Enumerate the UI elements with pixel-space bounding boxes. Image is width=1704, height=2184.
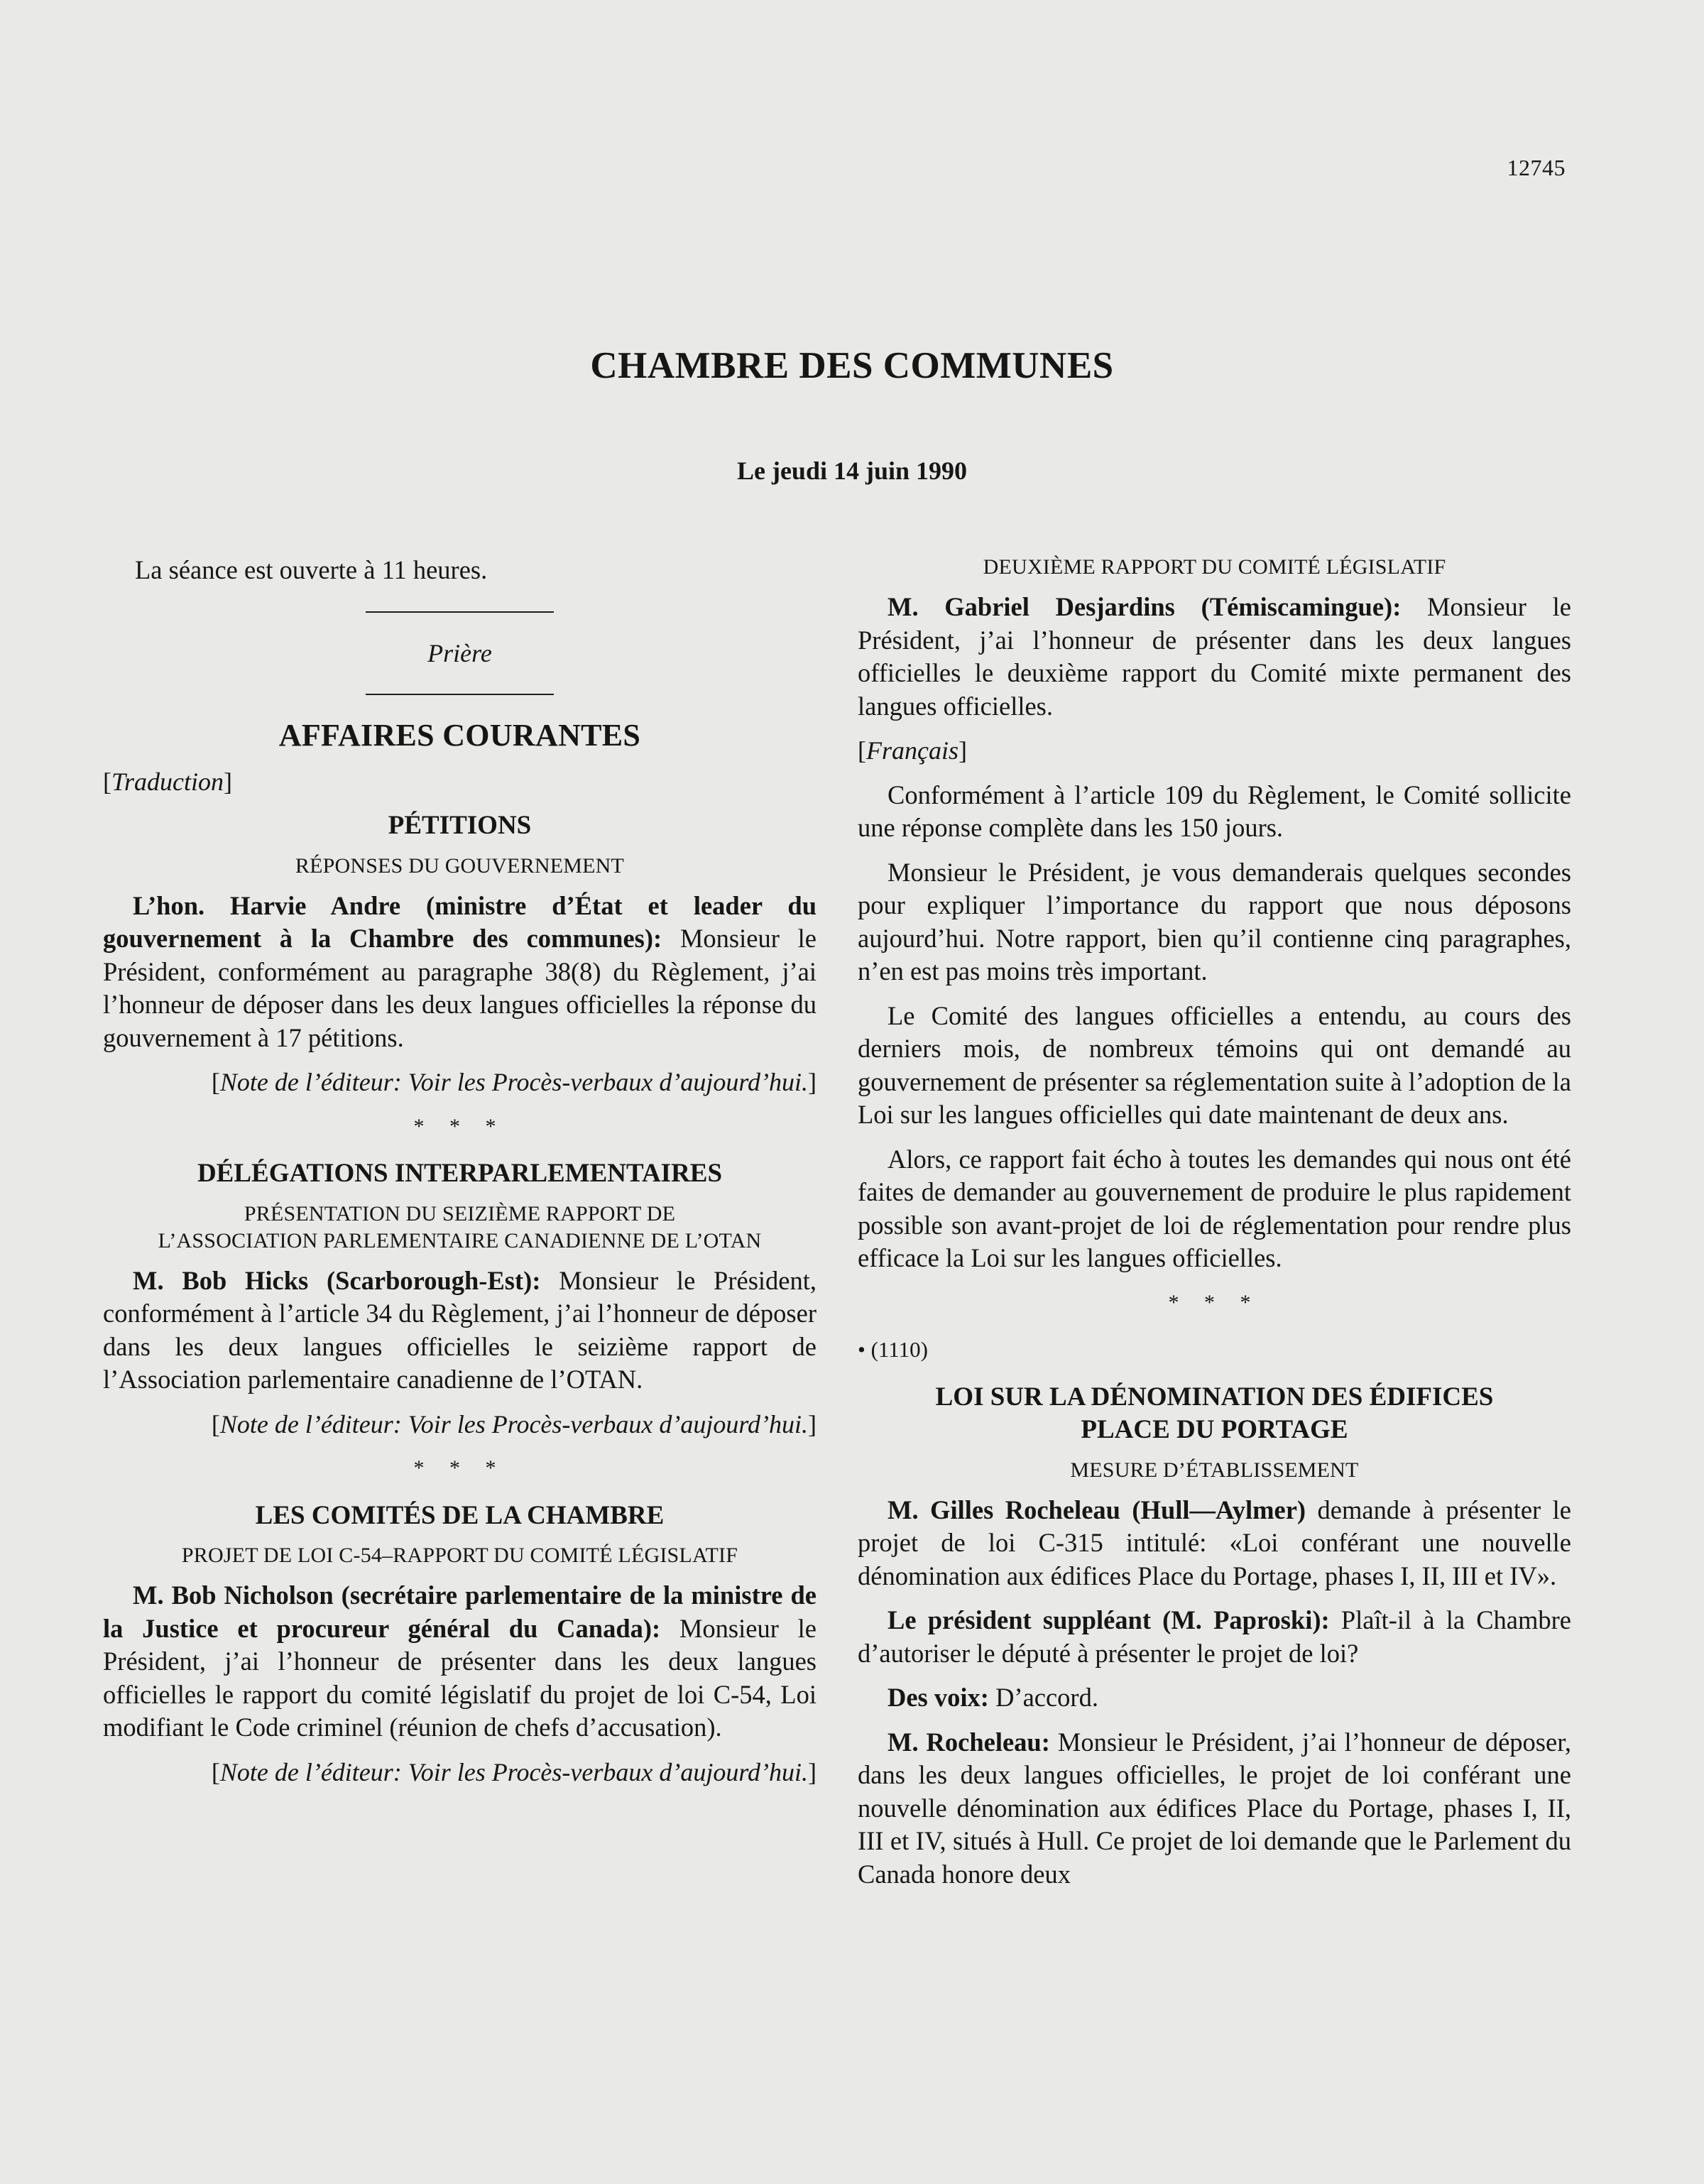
committees-subheading: PROJET DE LOI C-54–RAPPORT DU COMITÉ LÉGISLATIF (181, 1544, 738, 1567)
petitions-statement (103, 890, 816, 1055)
bill-heading (858, 1381, 1571, 1447)
committees-heading: LES COMITÉS DE LA CHAMBRE (255, 1500, 665, 1530)
speaker-name: Des voix: (888, 1683, 989, 1712)
report-paragraph: Alors, ce rapport fait écho à toutes les demandes qui nous ont été faites de demander au gouvernement de produire le plus rapidement possible son avant-projet de loi de réglementation pour rendre plus efficace la Loi sur les langues officielles. (858, 1144, 1571, 1272)
editor-note: [Note de l’éditeur: Voir les Procès-verbaux d’aujourd’hui.] (211, 1757, 816, 1786)
page-title: CHAMBRE DES COMMUNES (590, 345, 1114, 386)
speaker-name: M. Gilles Rocheleau (Hull—Aylmer) (888, 1495, 1306, 1524)
editor-note-text: Note de l’éditeur: Voir les Procès-verbaux d’aujourd’hui. (219, 1409, 808, 1438)
speaker-name: M. Bob Hicks (Scarborough-Est): (133, 1265, 541, 1295)
report-paragraph: Le Comité des langues officielles a entendu, au cours des derniers mois, de nombreux témoins qui ont demandé au gouvernement de présenter sa réglementation suite à l’adoption de la Loi sur les langues officielles qui date maintenant de deux ans. (858, 1000, 1571, 1129)
speaker-question (858, 1604, 1571, 1670)
prayer-label: Prière (427, 638, 492, 667)
statement-text: Monsieur le Président, j’ai l’honneur de présenter dans les deux langues officielles le rapport du comité législatif du projet de loi C-54, Loi modifiant le Code criminel (réunion de chefs d’accusation). (103, 1613, 817, 1742)
editor-note-text: Note de l’éditeur: Voir les Procès-verbaux d’aujourd’hui. (219, 1068, 808, 1096)
routine-proceedings-heading: AFFAIRES COURANTES (278, 718, 641, 753)
statement-text: Monsieur le Président, conformément au paragraphe 38(8) du Règlement, j’ai l’honneur de déposer dans les deux langues officielles la réponse du gouvernement à 17 pétitions. (103, 924, 816, 1052)
subheading-line: PRÉSENTATION DU SEIZIÈME RAPPORT DE (244, 1201, 676, 1225)
heading-line: LOI SUR LA DÉNOMINATION DES ÉDIFICES (935, 1382, 1494, 1412)
report-paragraph: Conformément à l’article 109 du Règlement, le Comité sollicite une réponse complète dans les 150 jours. (858, 780, 1571, 842)
second-report-statement (858, 591, 1571, 723)
statement-text: Monsieur le Président, conformément à l’article 34 du Règlement, j’ai l’honneur de déposer dans les deux langues officielles le seizième rapport de l’Association parlementaire canadienne de l’OTAN. (103, 1265, 817, 1394)
language-tag-text: Français (866, 736, 958, 765)
section-separator: * * * (413, 1456, 506, 1480)
first-reading-subheading: MESURE D’ÉTABLISSEMENT (1070, 1458, 1359, 1482)
statement-text: Plaît-il à la Chambre d’autoriser le député à présenter le projet de loi? (858, 1605, 1571, 1668)
language-tag: [Français] (858, 736, 967, 765)
page-number: 12745 (1507, 155, 1566, 180)
section-separator: * * * (413, 1114, 506, 1138)
speaker-name: M. Gabriel Desjardins (Témiscamingue): (888, 592, 1402, 621)
opening-statement: La séance est ouverte à 11 heures. (135, 555, 488, 584)
delegations-subheading (103, 1201, 816, 1255)
report-paragraph: Monsieur le Président, je vous demanderais quelques secondes pour expliquer l’importance du rapport que nous déposons aujourd’hui. Notre rapport, bien qu’il contienne cinq paragraphes, n’en est pas moins très important. (858, 857, 1571, 985)
speaker-name: L’hon. Harvie Andre (ministre d’État et leader du gouvernement à la Chambre des communes): (103, 890, 816, 953)
translation-tag: [Traduction] (103, 767, 233, 796)
section-separator: * * * (1168, 1290, 1261, 1314)
editor-note-text: Note de l’éditeur: Voir les Procès-verbaux d’aujourd’hui. (219, 1757, 808, 1786)
editor-note: [Note de l’éditeur: Voir les Procès-verbaux d’aujourd’hui.] (211, 1068, 816, 1096)
translation-tag-text: Traduction (111, 767, 224, 796)
speaker-name: M. Bob Nicholson (secrétaire parlementaire de la ministre de la Justice et procureur général du Canada): (103, 1580, 816, 1643)
divider-rule (366, 694, 554, 695)
statement-text: Monsieur le Président, j’ai l’honneur de déposer, dans les deux langues officielles, le projet de loi conférant une nouvelle dénomination aux édifices Place du Portage, phases I, II, III et IV, situés à Hull. Ce projet de loi demande que le Parlement du Canada honore deux (858, 1727, 1572, 1889)
timestamp-marker: • (1110) (858, 1337, 928, 1362)
statement-text: D’accord. (988, 1683, 1098, 1712)
statement-text: Monsieur le Président, j’ai l’honneur de présenter dans les deux langues officielles le deuxième rapport du Comité mixte permanent des langues officielles. (858, 592, 1571, 721)
voices-response (858, 1681, 1571, 1715)
heading-line: PLACE DU PORTAGE (1081, 1415, 1348, 1444)
left-column (103, 554, 816, 1800)
government-responses-subheading: RÉPONSES DU GOUVERNEMENT (295, 853, 625, 878)
subheading-line: L’ASSOCIATION PARLEMENTAIRE CANADIENNE DE L’OTAN (158, 1228, 762, 1252)
session-date: Le jeudi 14 juin 1990 (736, 457, 968, 485)
delegations-heading: DÉLÉGATIONS INTERPARLEMENTAIRES (197, 1159, 723, 1188)
bill-statement (858, 1494, 1571, 1593)
speaker-name: Le président suppléant (M. Paproski): (888, 1605, 1330, 1634)
statement-text: demande à présenter le projet de loi C-315 intitulé: «Loi conférant une nouvelle dénomination aux édifices Place du Portage, phases I, II, III et IV». (858, 1495, 1572, 1590)
second-report-subheading: DEUXIÈME RAPPORT DU COMITÉ LÉGISLATIF (983, 555, 1446, 579)
right-column (858, 548, 1571, 1902)
editor-note: [Note de l’éditeur: Voir les Procès-verbaux d’aujourd’hui.] (211, 1409, 816, 1438)
divider-rule (366, 611, 554, 613)
committees-statement (103, 1579, 816, 1745)
speaker-name: M. Rocheleau: (888, 1727, 1050, 1757)
delegations-statement (103, 1265, 816, 1397)
petitions-heading: PÉTITIONS (388, 811, 532, 840)
rocheleau-statement (858, 1726, 1571, 1891)
